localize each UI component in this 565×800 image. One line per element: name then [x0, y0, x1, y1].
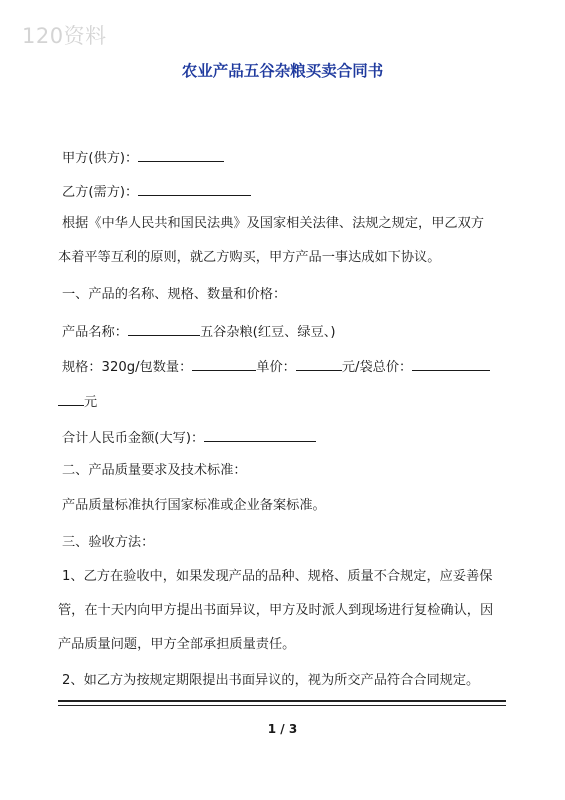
- paragraph-line: 1、乙方在验收中，如果发现产品的品种、规格、质量不合规定，应妥善保: [62, 569, 493, 584]
- paragraph-line: 管，在十天内向甲方提出书面异议，甲方及时派人到现场进行复检确认，因: [58, 603, 494, 618]
- paragraph-line: 根据《中华人民共和国民法典》及国家相关法律、法规之规定，甲乙双方: [62, 216, 484, 231]
- product-name-label: 产品名称：: [62, 325, 128, 340]
- yuan-text: 元: [84, 395, 98, 410]
- spec-line-cont: [58, 390, 97, 413]
- total-price-blank-cont: [58, 390, 84, 406]
- watermark-logo: 120资料: [22, 24, 107, 48]
- paragraph-line: 产品质量标准执行国家标准或企业备案标准。: [62, 498, 326, 513]
- paragraph-line: 本着平等互利的原则，就乙方购买，甲方产品一事达成如下协议。: [58, 250, 441, 265]
- party-b-blank: [138, 180, 251, 196]
- unit-price-label: 单价：: [256, 360, 296, 375]
- total-price-blank: [412, 355, 490, 371]
- document-title: 农业产品五谷杂粮买卖合同书: [181, 62, 384, 80]
- product-name-line: [62, 320, 336, 343]
- product-name-blank: [128, 320, 200, 336]
- total-rmb-blank: [204, 426, 316, 442]
- footer-rule-thin: [58, 705, 506, 706]
- party-b-line: [62, 180, 251, 203]
- section-heading: 一、产品的名称、规格、数量和价格：: [62, 287, 287, 302]
- total-rmb-label: 合计人民币金额(大写)：: [62, 431, 205, 446]
- paragraph-line: 2、如乙方为按规定期限提出书面异议的，视为所交产品符合合同规定。: [62, 673, 480, 688]
- product-name-value: 五谷杂粮(红豆、绿豆、): [199, 325, 336, 340]
- paragraph-line: 产品质量问题，甲方全部承担质量责任。: [58, 637, 296, 652]
- spec-line: [62, 355, 490, 378]
- spec-label: 规格：320g/包数量：: [62, 360, 193, 375]
- total-price-label: 元/袋总价：: [341, 360, 413, 375]
- party-a-blank: [138, 146, 224, 162]
- footer-rule: [58, 700, 506, 702]
- section-heading: 二、产品质量要求及技术标准：: [62, 463, 247, 478]
- party-b-label: 乙方(需方)：: [62, 185, 139, 200]
- section-heading: 三、验收方法：: [62, 535, 155, 550]
- party-a-line: [62, 146, 224, 169]
- page-number: 1 / 3: [267, 722, 298, 736]
- party-a-label: 甲方(供方)：: [62, 151, 139, 166]
- total-rmb-line: [62, 426, 316, 449]
- quantity-blank: [192, 355, 256, 371]
- unit-price-blank: [296, 355, 342, 371]
